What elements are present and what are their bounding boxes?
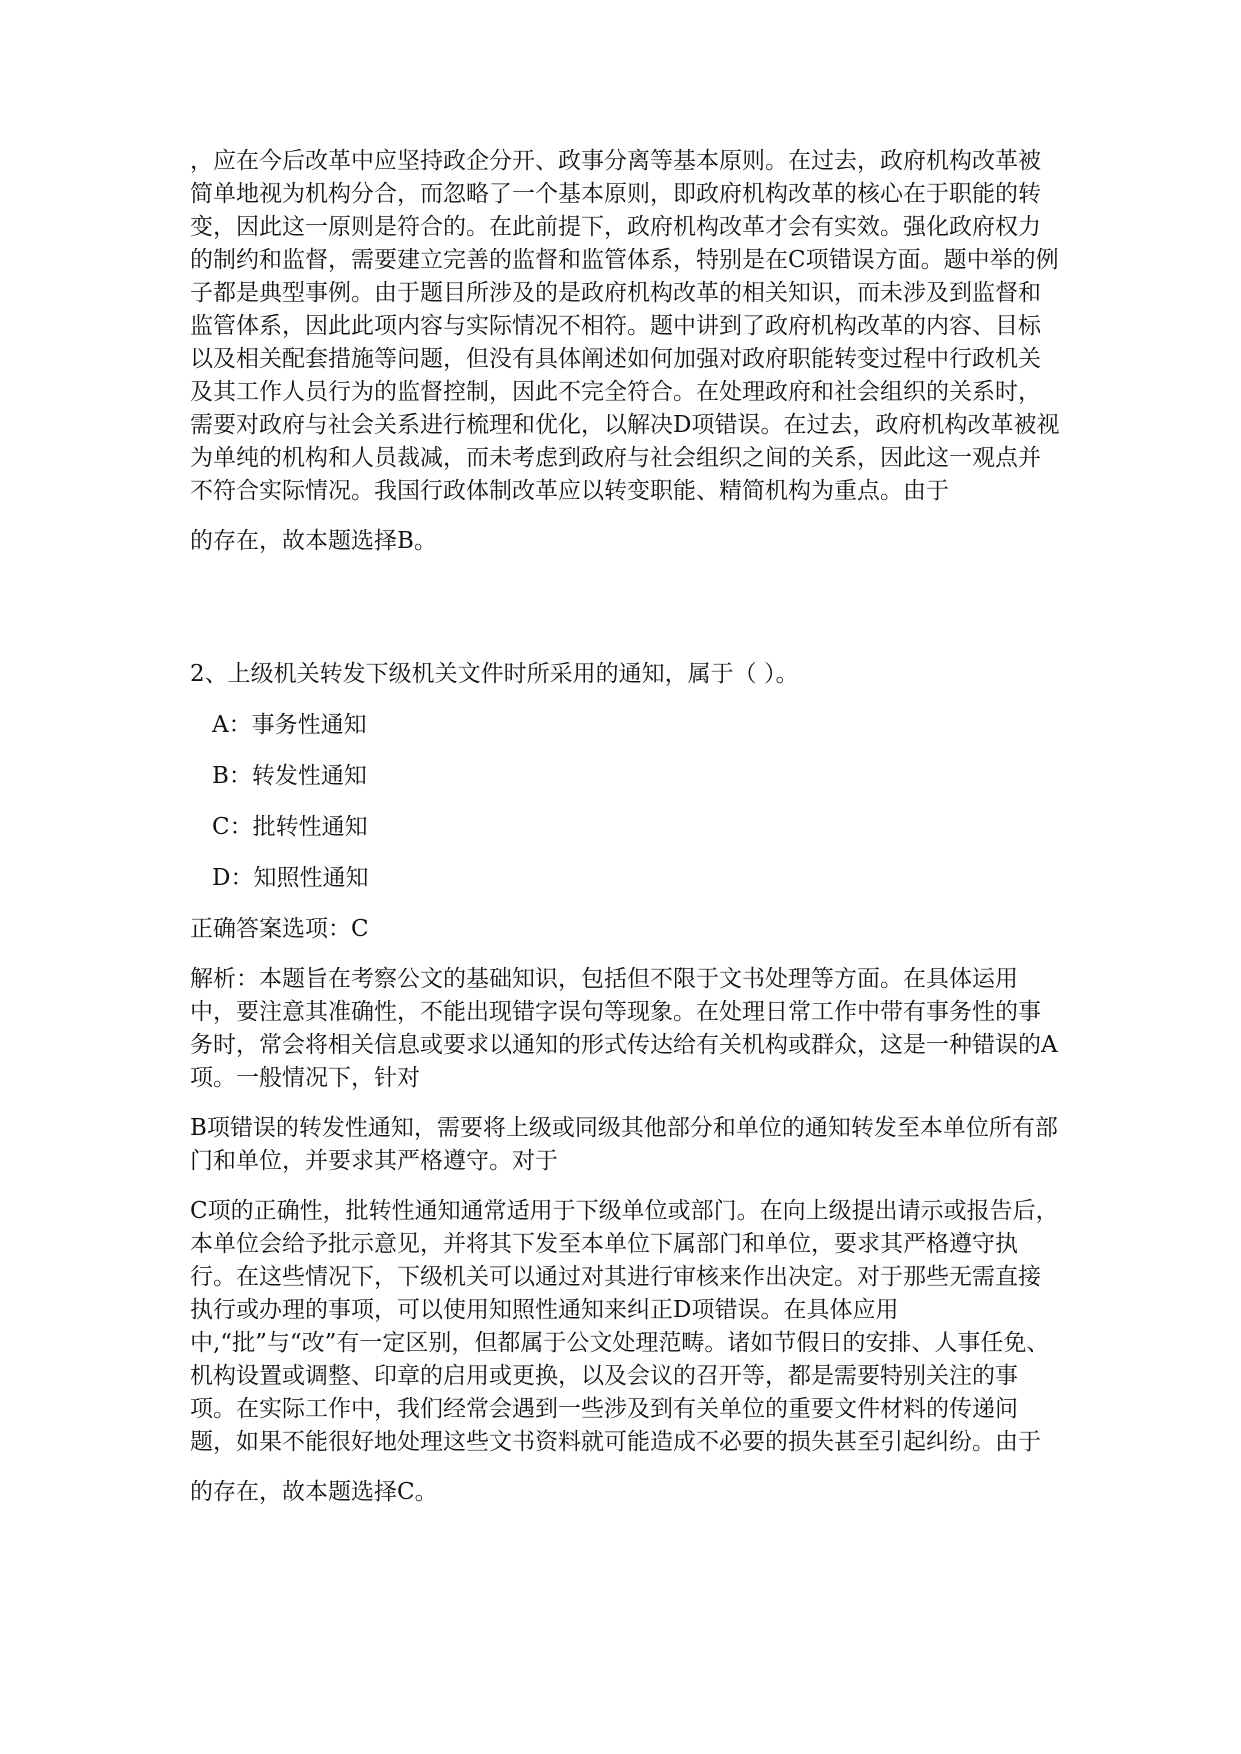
q2-option-c: C：批转性通知 xyxy=(212,814,368,840)
q1-conclusion: 的存在，故本题选择B。 xyxy=(190,528,437,554)
q2-option-a: A：事务性通知 xyxy=(212,712,367,738)
q1-explanation-paragraph: ，应在今后改革中应坚持政企分开、政事分离等基本原则。在过去，政府机构改革被简单地视为机构分合，而忽略了一个基本原则，即政府机构改革的核心在于职能的转变，因此这一原则是符合的。在此前提下，政府机构改革才会有实效。强化政府权力的制约和监督，需要建立完善的监督和监管体系，特别是在C项错误方面。题中举的例子都是典型事例。由于题目所涉及的是政府机构改革的相关知识，而未涉及到监督和监管体系，因此此项内容与实际情况不相符。题中讲到了政府机构改革的内容、目标以及相关配套措施等问题，但没有具体阐述如何加强对政府职能转变过程中行政机关及其工作人员行为的监督控制，因此不完全符合。在处理政府和社会组织的关系时，需要对政府与社会关系进行梳理和优化，以解决D项错误。在过去，政府机构改革被视为单纯的机构和人员裁减，而未考虑到政府与社会组织之间的关系，因此这一观点并不符合实际情况。我国行政体制改革应以转变职能、精简机构为重点。由于 xyxy=(190,148,1060,504)
q2-option-b: B：转发性通知 xyxy=(212,763,367,789)
q2-answer: 正确答案选项：C xyxy=(190,916,369,942)
q2-question: 2、上级机关转发下级机关文件时所采用的通知，属于（ ）。 xyxy=(190,661,799,687)
q2-analysis-paragraph-3: C项的正确性，批转性通知通常适用于下级单位或部门。在向上级提出请示或报告后，本单位会给予批示意见，并将其下发至本单位下属部门和单位，要求其严格遵守执行。在这些情况下，下级机关可以通过对其进行审核来作出决定。对于那些无需直接执行或办理的事项，可以使用知照性通知来纠正D项错误。在具体应用中,“批”与“改”有一定区别，但都属于公文处理范畴。诸如节假日的安排、人事任免、机构设置或调整、印章的启用或更换，以及会议的召开等，都是需要特别关注的事项。在实际工作中，我们经常会遇到一些涉及到有关单位的重要文件材料的传递问题，如果不能很好地处理这些文书资料就可能造成不必要的损失甚至引起纠纷。由于 xyxy=(190,1198,1059,1455)
q2-conclusion: 的存在，故本题选择C。 xyxy=(190,1479,438,1505)
q2-option-d: D：知照性通知 xyxy=(212,865,369,891)
q2-analysis-paragraph-2: B项错误的转发性通知，需要将上级或同级其他部分和单位的通知转发至本单位所有部门和单位，并要求其严格遵守。对于 xyxy=(190,1115,1058,1174)
q2-analysis-paragraph-1: 解析：本题旨在考察公文的基础知识，包括但不限于文书处理等方面。在具体运用中，要注意其准确性，不能出现错字误句等现象。在处理日常工作中带有事务性的事务时，常会将相关信息或要求以通知的形式传达给有关机构或群众，这是一种错误的A项。一般情况下，针对 xyxy=(190,966,1058,1091)
document-content xyxy=(190,145,1060,1509)
